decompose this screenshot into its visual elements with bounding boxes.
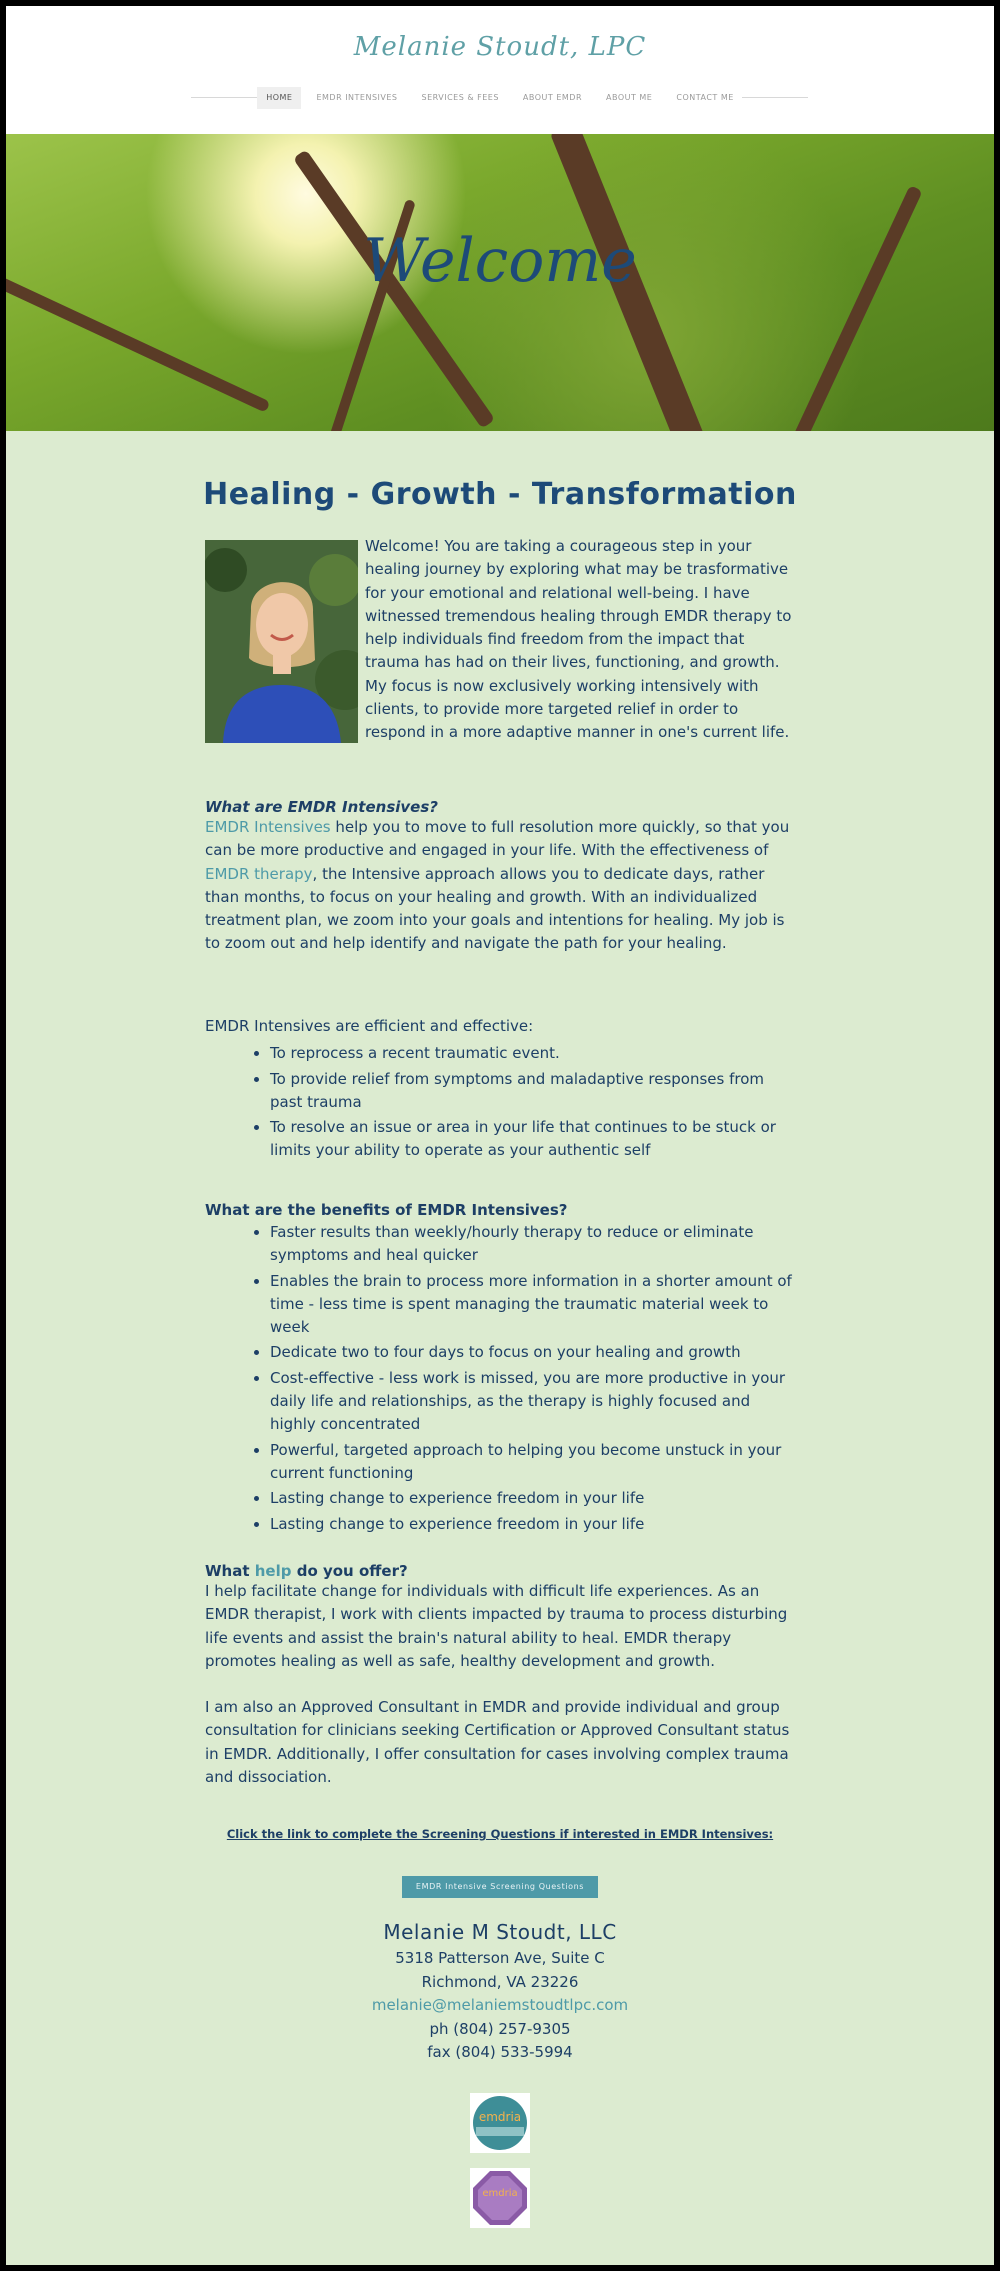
list-item: • To provide relief from symptoms and maladaptive responses from past trauma bbox=[270, 1068, 800, 1115]
heading-text: What bbox=[205, 1562, 255, 1580]
intensives-section bbox=[205, 798, 800, 956]
list-item: • To resolve an issue or area in your life that continues to be stuck or limits your ability to operate as your authentic self bbox=[270, 1116, 800, 1163]
nav-emdr-intensives[interactable]: EMDR INTENSIVES bbox=[316, 93, 398, 102]
question-heading: What are EMDR Intensives? bbox=[205, 798, 438, 816]
intensives-paragraph bbox=[205, 816, 800, 956]
portrait-illustration bbox=[205, 540, 358, 743]
efficient-section bbox=[205, 1015, 800, 1165]
svg-text:emdria: emdria bbox=[478, 2110, 522, 2124]
emdr-therapy-link[interactable]: EMDR therapy bbox=[205, 864, 313, 883]
help-link[interactable]: help bbox=[254, 1562, 292, 1580]
list-item: • Enables the brain to process more information in a shorter amount of time - less time is spent managing the traumatic material week to week bbox=[270, 1270, 800, 1340]
screening-link[interactable]: Click the link to complete the Screening Questions if interested in EMDR Intensives: bbox=[226, 1827, 774, 1841]
nav-about-me[interactable]: ABOUT ME bbox=[606, 93, 653, 102]
svg-text:emdria: emdria bbox=[482, 2188, 518, 2199]
emdria-logo-icon bbox=[470, 2093, 530, 2153]
paragraph-text: , the Intensive approach allows you to dedicate days, rather than months, to focus on your healing and growth. With an individualized treatment plan, we zoom into your goals and intentions for healing. My job is to zoom out and help identify and navigate the path for your healing. bbox=[205, 864, 785, 953]
list-item: • Faster results than weekly/hourly therapy to reduce or eliminate symptoms and heal quicker bbox=[270, 1221, 800, 1268]
list-item: • Cost-effective - less work is missed, you are more productive in your daily life and relationships, as the therapy is highly focused and highly concentrated bbox=[270, 1367, 800, 1437]
nav-services-fees[interactable]: SERVICES & FEES bbox=[421, 93, 499, 102]
emdria-consultant-logo-icon bbox=[470, 2168, 530, 2228]
emdr-intensives-link[interactable]: EMDR Intensives bbox=[205, 818, 331, 836]
list-item: • Lasting change to experience freedom in your life bbox=[270, 1487, 800, 1510]
address-line-2: Richmond, VA 23226 bbox=[421, 1972, 579, 1991]
phone-number: ph (804) 257-9305 bbox=[429, 2019, 571, 2038]
heading-text: do you offer? bbox=[291, 1562, 408, 1580]
emdria-consultant-badge[interactable] bbox=[470, 2168, 530, 2228]
intro-paragraph: Welcome! You are taking a courageous step in your healing journey by exploring what may be trasformative for your emotional and relational well-being. I have witnessed tremendous healing through EMDR therapy to help individuals find freedom from the impact that trauma has had on their lives, functioning, and growth. My focus is now exclusively working intensively with clients, to provide more targeted relief in order to respond in a more adaptive manner in one's current life. bbox=[365, 537, 792, 742]
consultant-paragraph: I am also an Approved Consultant in EMDR and provide individual and group consultation for clinicians seeking Certification or Approved Consultant status in EMDR. Additionally, I offer consultation for cases involving complex trauma and dissociation. bbox=[205, 1698, 790, 1787]
paragraph-text: help you to move to full resolution more quickly, so that you can be more productive and engaged in your life. With the effectiveness of bbox=[205, 818, 790, 860]
list-item: • Dedicate two to four days to focus on your healing and growth bbox=[270, 1341, 800, 1364]
efficient-intro: EMDR Intensives are efficient and effective: bbox=[205, 1017, 534, 1035]
question-heading bbox=[205, 1562, 800, 1580]
hero-title: Welcome bbox=[363, 226, 637, 296]
page-frame bbox=[6, 6, 994, 2265]
offer-section bbox=[205, 1562, 800, 1789]
list-item: • To reprocess a recent traumatic event. bbox=[270, 1042, 800, 1065]
screening-questions-button[interactable]: EMDR Intensive Screening Questions bbox=[402, 1876, 598, 1898]
business-name: Melanie M Stoudt, LLC bbox=[383, 1920, 617, 1944]
list-item: • Lasting change to experience freedom in your life bbox=[270, 1513, 800, 1536]
benefits-list bbox=[205, 1221, 800, 1536]
list-item: • Powerful, targeted approach to helping you become unstuck in your current functioning bbox=[270, 1439, 800, 1486]
fax-number: fax (804) 533-5994 bbox=[427, 2043, 573, 2061]
efficient-list bbox=[205, 1042, 800, 1162]
portrait-photo bbox=[205, 540, 358, 743]
hero-banner bbox=[6, 134, 994, 431]
contact-block bbox=[6, 1920, 994, 2065]
nav-home[interactable]: HOME bbox=[257, 87, 301, 109]
email-link[interactable]: melanie@melaniemstoudtlpc.com bbox=[371, 1996, 629, 2014]
emdria-badge[interactable] bbox=[470, 2093, 530, 2153]
page-heading: Healing - Growth - Transformation bbox=[203, 477, 797, 512]
question-heading: What are the benefits of EMDR Intensives? bbox=[205, 1201, 568, 1219]
main-nav bbox=[6, 87, 994, 109]
address-line-1: 5318 Patterson Ave, Suite C bbox=[395, 1949, 605, 1967]
nav-contact-me[interactable]: CONTACT ME bbox=[676, 93, 734, 102]
site-header bbox=[6, 6, 994, 134]
site-title[interactable]: Melanie Stoudt, LPC bbox=[353, 32, 647, 62]
nav-about-emdr[interactable]: ABOUT EMDR bbox=[522, 93, 582, 102]
tree-branch bbox=[783, 185, 922, 431]
offer-paragraph: I help facilitate change for individuals with difficult life experiences. As an EMDR therapist, I work with clients impacted by trauma to process disturbing life events and assist the brain's natural ability to heal. EMDR therapy promotes healing as well as safe, healthy development and growth. bbox=[205, 1582, 788, 1670]
benefits-section bbox=[205, 1201, 800, 1538]
